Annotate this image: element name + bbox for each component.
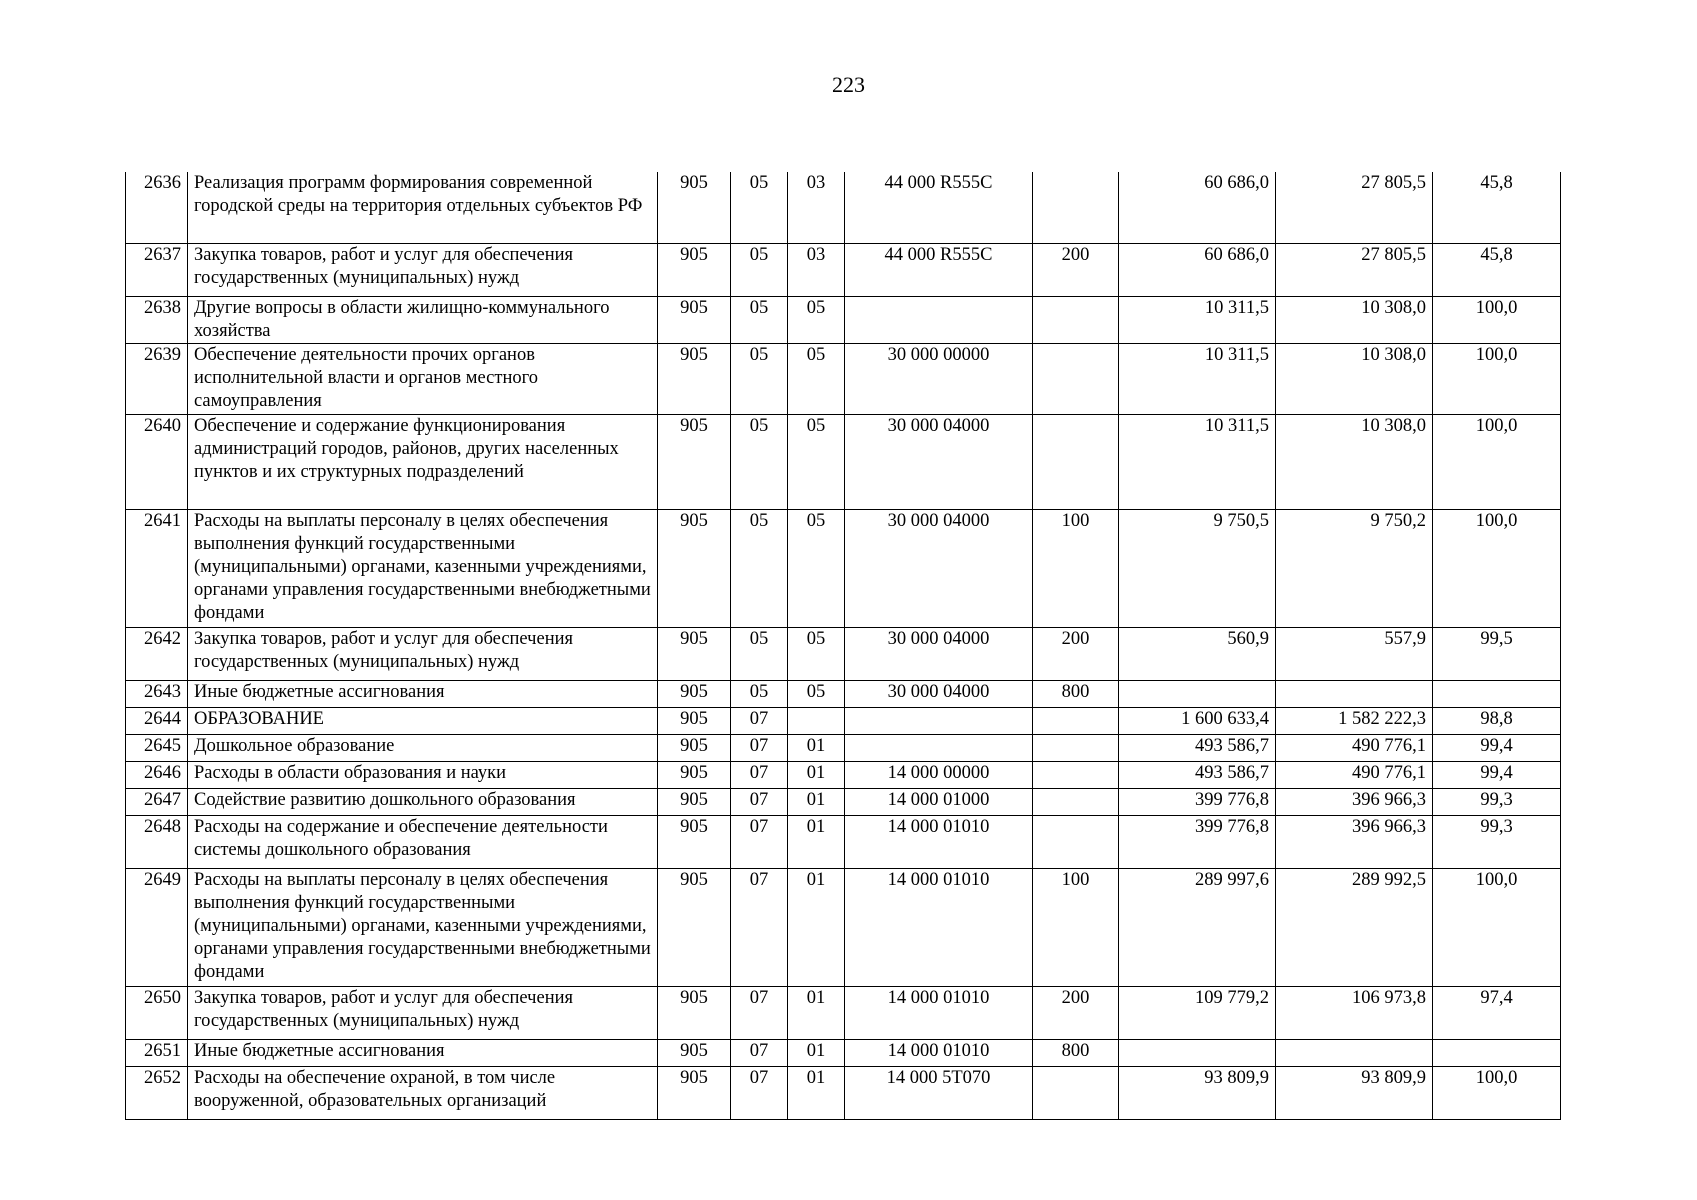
row-csr: 30 000 04000	[845, 414, 1033, 509]
row-pr: 05	[788, 296, 845, 343]
row-percent	[1433, 1039, 1561, 1066]
row-csr: 14 000 01000	[845, 788, 1033, 815]
row-percent: 100,0	[1433, 414, 1561, 509]
row-name: Расходы на выплаты персоналу в целях обеспечения выполнения функций государственными (муниципальными) органами, казенными учреждениями, органами управления государственными внебюджетными фондами	[188, 509, 658, 627]
row-csr	[845, 296, 1033, 343]
row-rz: 05	[731, 627, 788, 680]
row-number: 2643	[126, 680, 188, 707]
table-row	[126, 815, 1561, 868]
row-name: Иные бюджетные ассигнования	[188, 680, 658, 707]
row-number: 2637	[126, 243, 188, 296]
row-number: 2647	[126, 788, 188, 815]
row-name: Расходы на содержание и обеспечение деятельности системы дошкольного образования	[188, 815, 658, 868]
row-rz: 07	[731, 1039, 788, 1066]
row-pr	[788, 707, 845, 734]
row-rz: 07	[731, 986, 788, 1039]
row-rz: 07	[731, 707, 788, 734]
row-pr: 01	[788, 815, 845, 868]
table-row	[126, 1039, 1561, 1066]
row-vr: 800	[1033, 1039, 1119, 1066]
row-csr: 14 000 00000	[845, 761, 1033, 788]
row-number: 2642	[126, 627, 188, 680]
table-row	[126, 172, 1561, 243]
row-fact: 289 992,5	[1276, 868, 1433, 986]
row-percent: 99,3	[1433, 788, 1561, 815]
row-ved: 905	[658, 680, 731, 707]
row-csr	[845, 734, 1033, 761]
row-fact: 557,9	[1276, 627, 1433, 680]
row-pr: 01	[788, 1066, 845, 1119]
row-csr	[845, 707, 1033, 734]
row-rz: 05	[731, 243, 788, 296]
row-csr: 30 000 04000	[845, 627, 1033, 680]
row-rz: 05	[731, 343, 788, 414]
row-vr	[1033, 172, 1119, 243]
budget-table-body	[126, 172, 1561, 1119]
row-fact: 10 308,0	[1276, 414, 1433, 509]
row-ved: 905	[658, 296, 731, 343]
row-csr: 44 000 R555C	[845, 172, 1033, 243]
row-percent: 45,8	[1433, 243, 1561, 296]
table-row	[126, 680, 1561, 707]
row-plan: 1 600 633,4	[1119, 707, 1276, 734]
row-fact	[1276, 680, 1433, 707]
row-ved: 905	[658, 509, 731, 627]
row-ved: 905	[658, 414, 731, 509]
row-number: 2639	[126, 343, 188, 414]
row-pr: 03	[788, 243, 845, 296]
row-number: 2644	[126, 707, 188, 734]
row-name: Реализация программ формирования современной городской среды на территория отдельных субъектов РФ	[188, 172, 658, 243]
row-ved: 905	[658, 734, 731, 761]
row-vr	[1033, 1066, 1119, 1119]
row-pr: 05	[788, 343, 845, 414]
row-name: Обеспечение деятельности прочих органов исполнительной власти и органов местного самоуправления	[188, 343, 658, 414]
row-number: 2641	[126, 509, 188, 627]
row-percent: 100,0	[1433, 868, 1561, 986]
row-rz: 07	[731, 761, 788, 788]
row-vr	[1033, 414, 1119, 509]
row-rz: 07	[731, 788, 788, 815]
row-rz: 05	[731, 680, 788, 707]
row-vr	[1033, 707, 1119, 734]
row-ved: 905	[658, 343, 731, 414]
row-plan: 399 776,8	[1119, 788, 1276, 815]
row-csr: 14 000 01010	[845, 1039, 1033, 1066]
row-name: Иные бюджетные ассигнования	[188, 1039, 658, 1066]
row-plan: 10 311,5	[1119, 414, 1276, 509]
row-name: Другие вопросы в области жилищно-коммунального хозяйства	[188, 296, 658, 343]
row-pr: 05	[788, 509, 845, 627]
row-name: Содействие развитию дошкольного образования	[188, 788, 658, 815]
table-row	[126, 868, 1561, 986]
row-plan: 493 586,7	[1119, 761, 1276, 788]
row-pr: 05	[788, 414, 845, 509]
row-number: 2649	[126, 868, 188, 986]
row-pr: 01	[788, 734, 845, 761]
row-vr: 200	[1033, 627, 1119, 680]
row-csr: 14 000 01010	[845, 868, 1033, 986]
row-number: 2650	[126, 986, 188, 1039]
row-vr	[1033, 815, 1119, 868]
row-ved: 905	[658, 707, 731, 734]
row-csr: 30 000 00000	[845, 343, 1033, 414]
row-percent: 45,8	[1433, 172, 1561, 243]
row-csr: 30 000 04000	[845, 680, 1033, 707]
row-rz: 07	[731, 868, 788, 986]
row-pr: 01	[788, 761, 845, 788]
row-plan: 109 779,2	[1119, 986, 1276, 1039]
row-percent: 100,0	[1433, 343, 1561, 414]
row-fact: 106 973,8	[1276, 986, 1433, 1039]
row-ved: 905	[658, 986, 731, 1039]
row-fact: 93 809,9	[1276, 1066, 1433, 1119]
row-fact: 10 308,0	[1276, 296, 1433, 343]
row-percent: 99,3	[1433, 815, 1561, 868]
row-pr: 05	[788, 627, 845, 680]
row-ved: 905	[658, 815, 731, 868]
row-plan: 10 311,5	[1119, 296, 1276, 343]
row-vr	[1033, 761, 1119, 788]
row-pr: 01	[788, 1039, 845, 1066]
row-name: Расходы в области образования и науки	[188, 761, 658, 788]
row-plan: 60 686,0	[1119, 172, 1276, 243]
table-row	[126, 627, 1561, 680]
table-row	[126, 761, 1561, 788]
row-plan: 560,9	[1119, 627, 1276, 680]
row-percent: 97,4	[1433, 986, 1561, 1039]
row-ved: 905	[658, 1039, 731, 1066]
row-rz: 05	[731, 296, 788, 343]
row-csr: 30 000 04000	[845, 509, 1033, 627]
row-vr	[1033, 343, 1119, 414]
row-number: 2640	[126, 414, 188, 509]
table-row	[126, 1066, 1561, 1119]
row-plan: 493 586,7	[1119, 734, 1276, 761]
row-fact: 490 776,1	[1276, 761, 1433, 788]
row-pr: 05	[788, 680, 845, 707]
row-number: 2652	[126, 1066, 188, 1119]
row-rz: 07	[731, 1066, 788, 1119]
row-fact: 27 805,5	[1276, 243, 1433, 296]
row-name: Обеспечение и содержание функционирования администраций городов, районов, других населенных пунктов и их структурных подразделений	[188, 414, 658, 509]
row-plan: 9 750,5	[1119, 509, 1276, 627]
row-rz: 05	[731, 172, 788, 243]
row-percent: 100,0	[1433, 296, 1561, 343]
row-rz: 05	[731, 509, 788, 627]
row-csr: 14 000 01010	[845, 815, 1033, 868]
row-ved: 905	[658, 761, 731, 788]
row-name: Дошкольное образование	[188, 734, 658, 761]
row-percent: 100,0	[1433, 1066, 1561, 1119]
row-fact: 396 966,3	[1276, 815, 1433, 868]
row-ved: 905	[658, 1066, 731, 1119]
row-plan	[1119, 1039, 1276, 1066]
row-ved: 905	[658, 172, 731, 243]
row-name: Закупка товаров, работ и услуг для обеспечения государственных (муниципальных) нужд	[188, 627, 658, 680]
row-name: Закупка товаров, работ и услуг для обеспечения государственных (муниципальных) нужд	[188, 986, 658, 1039]
row-csr: 44 000 R555C	[845, 243, 1033, 296]
row-percent: 99,4	[1433, 734, 1561, 761]
row-fact: 490 776,1	[1276, 734, 1433, 761]
row-pr: 01	[788, 788, 845, 815]
row-number: 2646	[126, 761, 188, 788]
budget-table	[125, 172, 1561, 1120]
table-row	[126, 734, 1561, 761]
row-name: Расходы на выплаты персоналу в целях обеспечения выполнения функций государственными (муниципальными) органами, казенными учреждениями, органами управления государственными внебюджетными фондами	[188, 868, 658, 986]
row-pr: 01	[788, 868, 845, 986]
table-row	[126, 343, 1561, 414]
table-row	[126, 243, 1561, 296]
page-number: 223	[832, 72, 865, 97]
row-number: 2636	[126, 172, 188, 243]
row-pr: 01	[788, 986, 845, 1039]
row-percent: 99,4	[1433, 761, 1561, 788]
row-vr	[1033, 296, 1119, 343]
row-plan: 10 311,5	[1119, 343, 1276, 414]
row-plan: 289 997,6	[1119, 868, 1276, 986]
row-number: 2651	[126, 1039, 188, 1066]
row-ved: 905	[658, 627, 731, 680]
row-percent: 98,8	[1433, 707, 1561, 734]
row-number: 2638	[126, 296, 188, 343]
row-ved: 905	[658, 868, 731, 986]
row-csr: 14 000 01010	[845, 986, 1033, 1039]
table-row	[126, 986, 1561, 1039]
row-vr: 200	[1033, 986, 1119, 1039]
row-fact: 1 582 222,3	[1276, 707, 1433, 734]
row-name: Расходы на обеспечение охраной, в том числе вооруженной, образовательных организаций	[188, 1066, 658, 1119]
row-vr: 100	[1033, 868, 1119, 986]
row-name: ОБРАЗОВАНИЕ	[188, 707, 658, 734]
row-number: 2648	[126, 815, 188, 868]
table-row	[126, 509, 1561, 627]
row-plan	[1119, 680, 1276, 707]
row-rz: 05	[731, 414, 788, 509]
row-name: Закупка товаров, работ и услуг для обеспечения государственных (муниципальных) нужд	[188, 243, 658, 296]
table-row	[126, 788, 1561, 815]
row-ved: 905	[658, 243, 731, 296]
row-fact: 396 966,3	[1276, 788, 1433, 815]
table-row	[126, 414, 1561, 509]
row-vr	[1033, 734, 1119, 761]
row-fact: 10 308,0	[1276, 343, 1433, 414]
row-pr: 03	[788, 172, 845, 243]
row-fact: 9 750,2	[1276, 509, 1433, 627]
row-ved: 905	[658, 788, 731, 815]
row-rz: 07	[731, 734, 788, 761]
row-percent: 100,0	[1433, 509, 1561, 627]
row-number: 2645	[126, 734, 188, 761]
row-plan: 93 809,9	[1119, 1066, 1276, 1119]
row-vr: 200	[1033, 243, 1119, 296]
row-plan: 399 776,8	[1119, 815, 1276, 868]
row-vr	[1033, 788, 1119, 815]
row-csr: 14 000 5T070	[845, 1066, 1033, 1119]
table-row	[126, 296, 1561, 343]
row-plan: 60 686,0	[1119, 243, 1276, 296]
table-row	[126, 707, 1561, 734]
row-percent: 99,5	[1433, 627, 1561, 680]
row-rz: 07	[731, 815, 788, 868]
row-vr: 800	[1033, 680, 1119, 707]
row-fact	[1276, 1039, 1433, 1066]
row-fact: 27 805,5	[1276, 172, 1433, 243]
row-vr: 100	[1033, 509, 1119, 627]
row-percent	[1433, 680, 1561, 707]
